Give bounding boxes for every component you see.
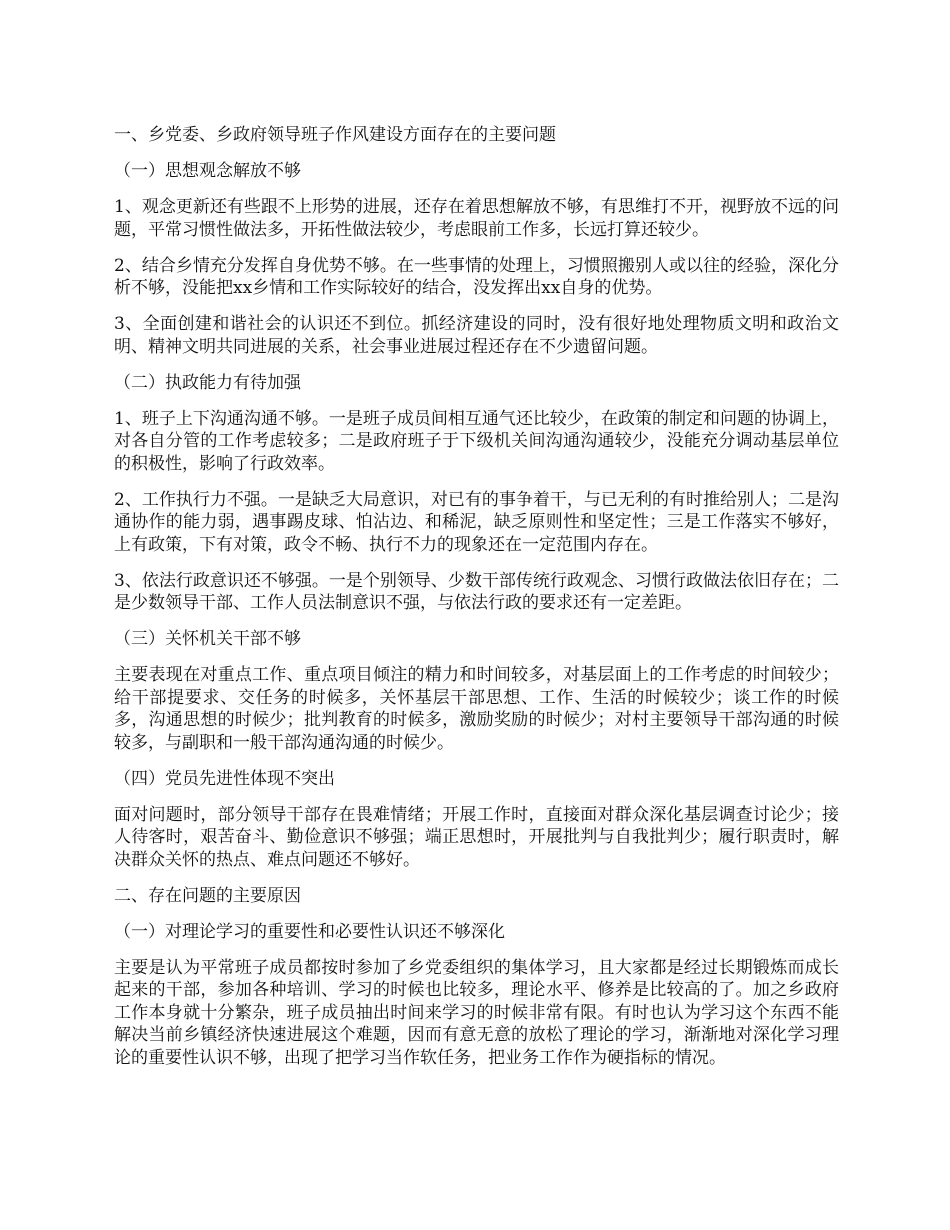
body-paragraph: 主要是认为平常班子成员都按时参加了乡党委组织的集体学习，且大家都是经过长期锻炼而成长起来的干部，参加各种培训、学习的时候也比较多，理论水平、修养是比较高的了。加之乡政府工作本身就十分繁杂，班子成员抽出时间来学习的时候非常有限。有时也认为学习这个东西不能解决当前乡镇经济快速进展这个难题，因而有意无意的放松了理论的学习，渐渐地对深化学习理论的重要性认识不够，出现了把学习当作软任务，把业务工作作为硬指标的情况。: [114, 957, 839, 1068]
body-paragraph: 3、全面创建和谐社会的认识还不到位。抓经济建设的同时，没有很好地处理物质文明和政治文明、精神文明共同进展的关系，社会事业进展过程还存在不少遗留问题。: [114, 314, 839, 357]
subsection-heading-1-1: （一）思想观念解放不够: [114, 161, 301, 181]
body-paragraph: 1、观念更新还有些跟不上形势的进展，还存在着思想解放不够，有思维打不开，视野放不远的问题，平常习惯性做法多，开拓性做法较少，考虑眼前工作多，长远打算还较少。: [114, 197, 839, 240]
subsection-heading-1-2: （二）执政能力有待加强: [114, 372, 301, 393]
body-paragraph: 面对问题时，部分领导干部存在畏难情绪；开展工作时，直接面对群众深化基层调查讨论少；接人待客时，艰苦奋斗、勤俭意识不够强；端正思想时，开展批判与自我批判少；履行职责时，解决群众关怀的热点、难点问题还不够好。: [114, 804, 839, 870]
subsection-heading-1-3: （三）关怀机关干部不够: [114, 629, 301, 649]
document-body: [114, 124, 839, 1083]
body-paragraph: 主要表现在对重点工作、重点项目倾注的精力和时间较多，对基层面上的工作考虑的时间较少；给干部提要求、交任务的时候多，关怀基层干部思想、工作、生活的时候较少；谈工作的时候多，沟通思想的时候少；批判教育的时候多，激励奖励的时候少；对村主要领导干部沟通的时候较多，与副职和一般干部沟通沟通的时候少。: [114, 665, 839, 753]
section-heading-2: 二、存在问题的主要原因: [114, 885, 301, 906]
body-paragraph: 3、依法行政意识还不够强。一是个别领导、少数干部传统行政观念、习惯行政做法依旧存在；二是少数领导干部、工作人员法制意识不强，与依法行政的要求还有一定差距。: [114, 570, 839, 613]
body-paragraph: 2、工作执行力不强。一是缺乏大局意识，对已有的事争着干，与已无利的有时推给别人；二是沟通协作的能力弱，遇事踢皮球、怕沾边、和稀泥，缺乏原则性和坚定性；三是工作落实不够好，上有政策，下有对策，政令不畅、执行不力的现象还在一定范围内存在。: [114, 489, 839, 555]
subsection-heading-1-4: （四）党员先进性体现不突出: [114, 768, 335, 789]
section-heading-1: 一、乡党委、乡政府领导班子作风建设方面存在的主要问题: [114, 125, 556, 145]
body-paragraph: 1、班子上下沟通沟通不够。一是班子成员间相互通气还比较少，在政策的制定和问题的协调上，对各自分管的工作考虑较多；二是政府班子于下级机关间沟通沟通较少，没能充分调动基层单位的积极性，影响了行政效率。: [114, 408, 839, 474]
subsection-heading-2-1: （一）对理论学习的重要性和必要性认识还不够深化: [114, 921, 505, 942]
body-paragraph: 2、结合乡情充分发挥自身优势不够。在一些事情的处理上，习惯照搬别人或以往的经验，深化分析不够，没能把xx乡情和工作实际较好的结合，没发挥出xx自身的优势。: [114, 255, 839, 298]
